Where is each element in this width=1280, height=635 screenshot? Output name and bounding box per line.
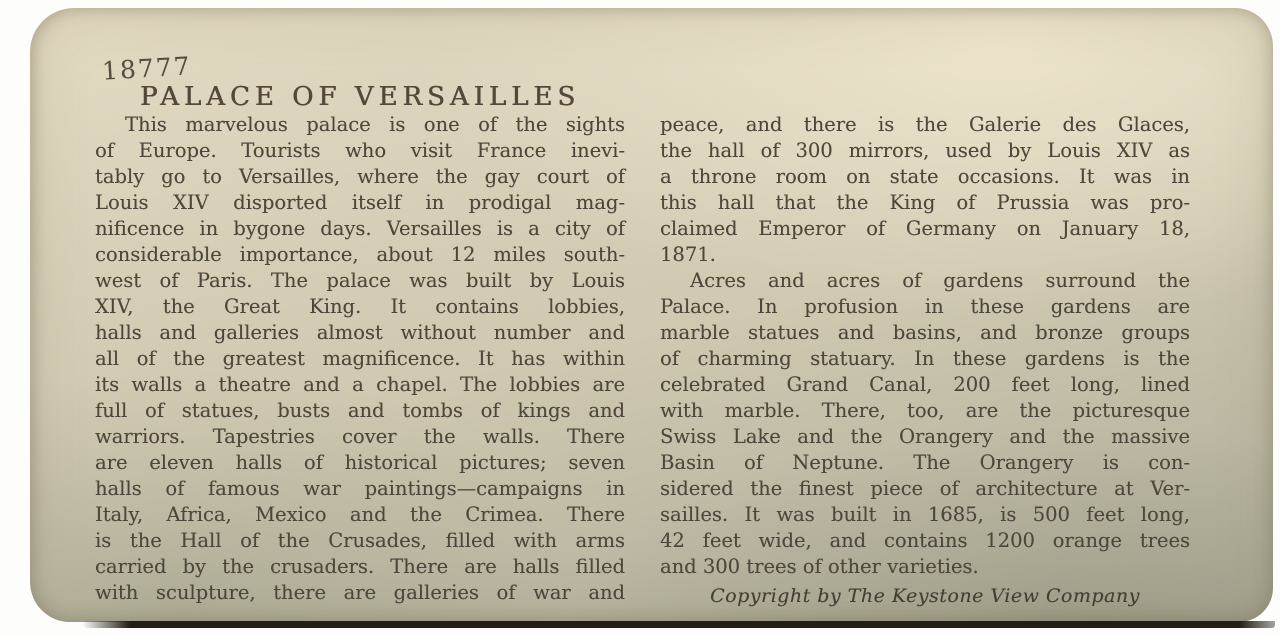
text-line: Basin of Neptune. The Orangery is con- — [660, 451, 1190, 474]
text-line: carried by the crusaders. There are halls filled — [95, 555, 625, 578]
text-line: Italy, Africa, Mexico and the Crimea. There — [95, 503, 625, 526]
text-line: nificence in bygone days. Versailles is a city of — [95, 217, 625, 240]
text-line: is the Hall of the Crusades, filled with arms — [95, 529, 625, 552]
copyright-line: Copyright by The Keystone View Company — [710, 585, 1140, 607]
text-line: claimed Emperor of Germany on January 18, — [660, 217, 1190, 240]
text-line: with sculpture, there are galleries of war and — [95, 581, 625, 604]
text-line: Acres and acres of gardens surround the — [690, 269, 1190, 292]
text-line: warriors. Tapestries cover the walls. There — [95, 425, 625, 448]
text-line: are eleven halls of historical pictures; seven — [95, 451, 625, 474]
card-title: PALACE OF VERSAILLES — [139, 82, 581, 112]
left-text-column — [95, 112, 625, 607]
text-line: west of Paris. The palace was built by Louis — [95, 269, 625, 292]
text-line: the hall of 300 mirrors, used by Louis XIV as — [660, 139, 1190, 162]
text-line: its walls a theatre and a chapel. The lobbies are — [95, 373, 625, 396]
text-line: considerable importance, about 12 miles south- — [95, 243, 625, 266]
text-columns — [95, 112, 1190, 607]
text-line: halls and galleries almost without number and — [95, 321, 625, 344]
text-line: all of the greatest magnificence. It has within — [95, 347, 625, 370]
text-line: this hall that the King of Prussia was pro- — [660, 191, 1190, 214]
text-line: full of statues, busts and tombs of kings and — [95, 399, 625, 422]
text-line: a throne room on state occasions. It was in — [660, 165, 1190, 188]
text-line: 42 feet wide, and contains 1200 orange trees — [660, 529, 1190, 552]
text-line: with marble. There, too, are the picturesque — [660, 399, 1190, 422]
text-line: of Europe. Tourists who visit France inevi- — [95, 139, 625, 162]
right-text-column — [660, 112, 1190, 607]
right-text-lines — [660, 112, 1190, 580]
text-line: celebrated Grand Canal, 200 feet long, lined — [660, 373, 1190, 396]
text-line: Swiss Lake and the Orangery and the massive — [660, 425, 1190, 448]
text-line: of charming statuary. In these gardens is the — [660, 347, 1190, 370]
text-line: Louis XIV disported itself in prodigal mag- — [95, 191, 625, 214]
text-line: tably go to Versailles, where the gay court of — [95, 165, 625, 188]
text-line: halls of famous war paintings—campaigns in — [95, 477, 625, 500]
catalog-number: 18777 — [101, 51, 193, 86]
text-line: sailles. It was built in 1685, is 500 feet long, — [660, 503, 1190, 526]
stereoview-card-back — [30, 8, 1273, 622]
text-line: peace, and there is the Galerie des Glaces, — [660, 113, 1190, 136]
text-line: 1871. — [660, 243, 716, 266]
text-line: XIV, the Great King. It contains lobbies, — [95, 295, 625, 318]
text-line: Palace. In profusion in these gardens are — [660, 295, 1190, 318]
text-line: This marvelous palace is one of the sights — [125, 113, 625, 136]
text-line: sidered the finest piece of architecture at Ver- — [660, 477, 1190, 500]
text-line: marble statues and basins, and bronze groups — [660, 321, 1190, 344]
text-line: and 300 trees of other varieties. — [660, 555, 979, 578]
